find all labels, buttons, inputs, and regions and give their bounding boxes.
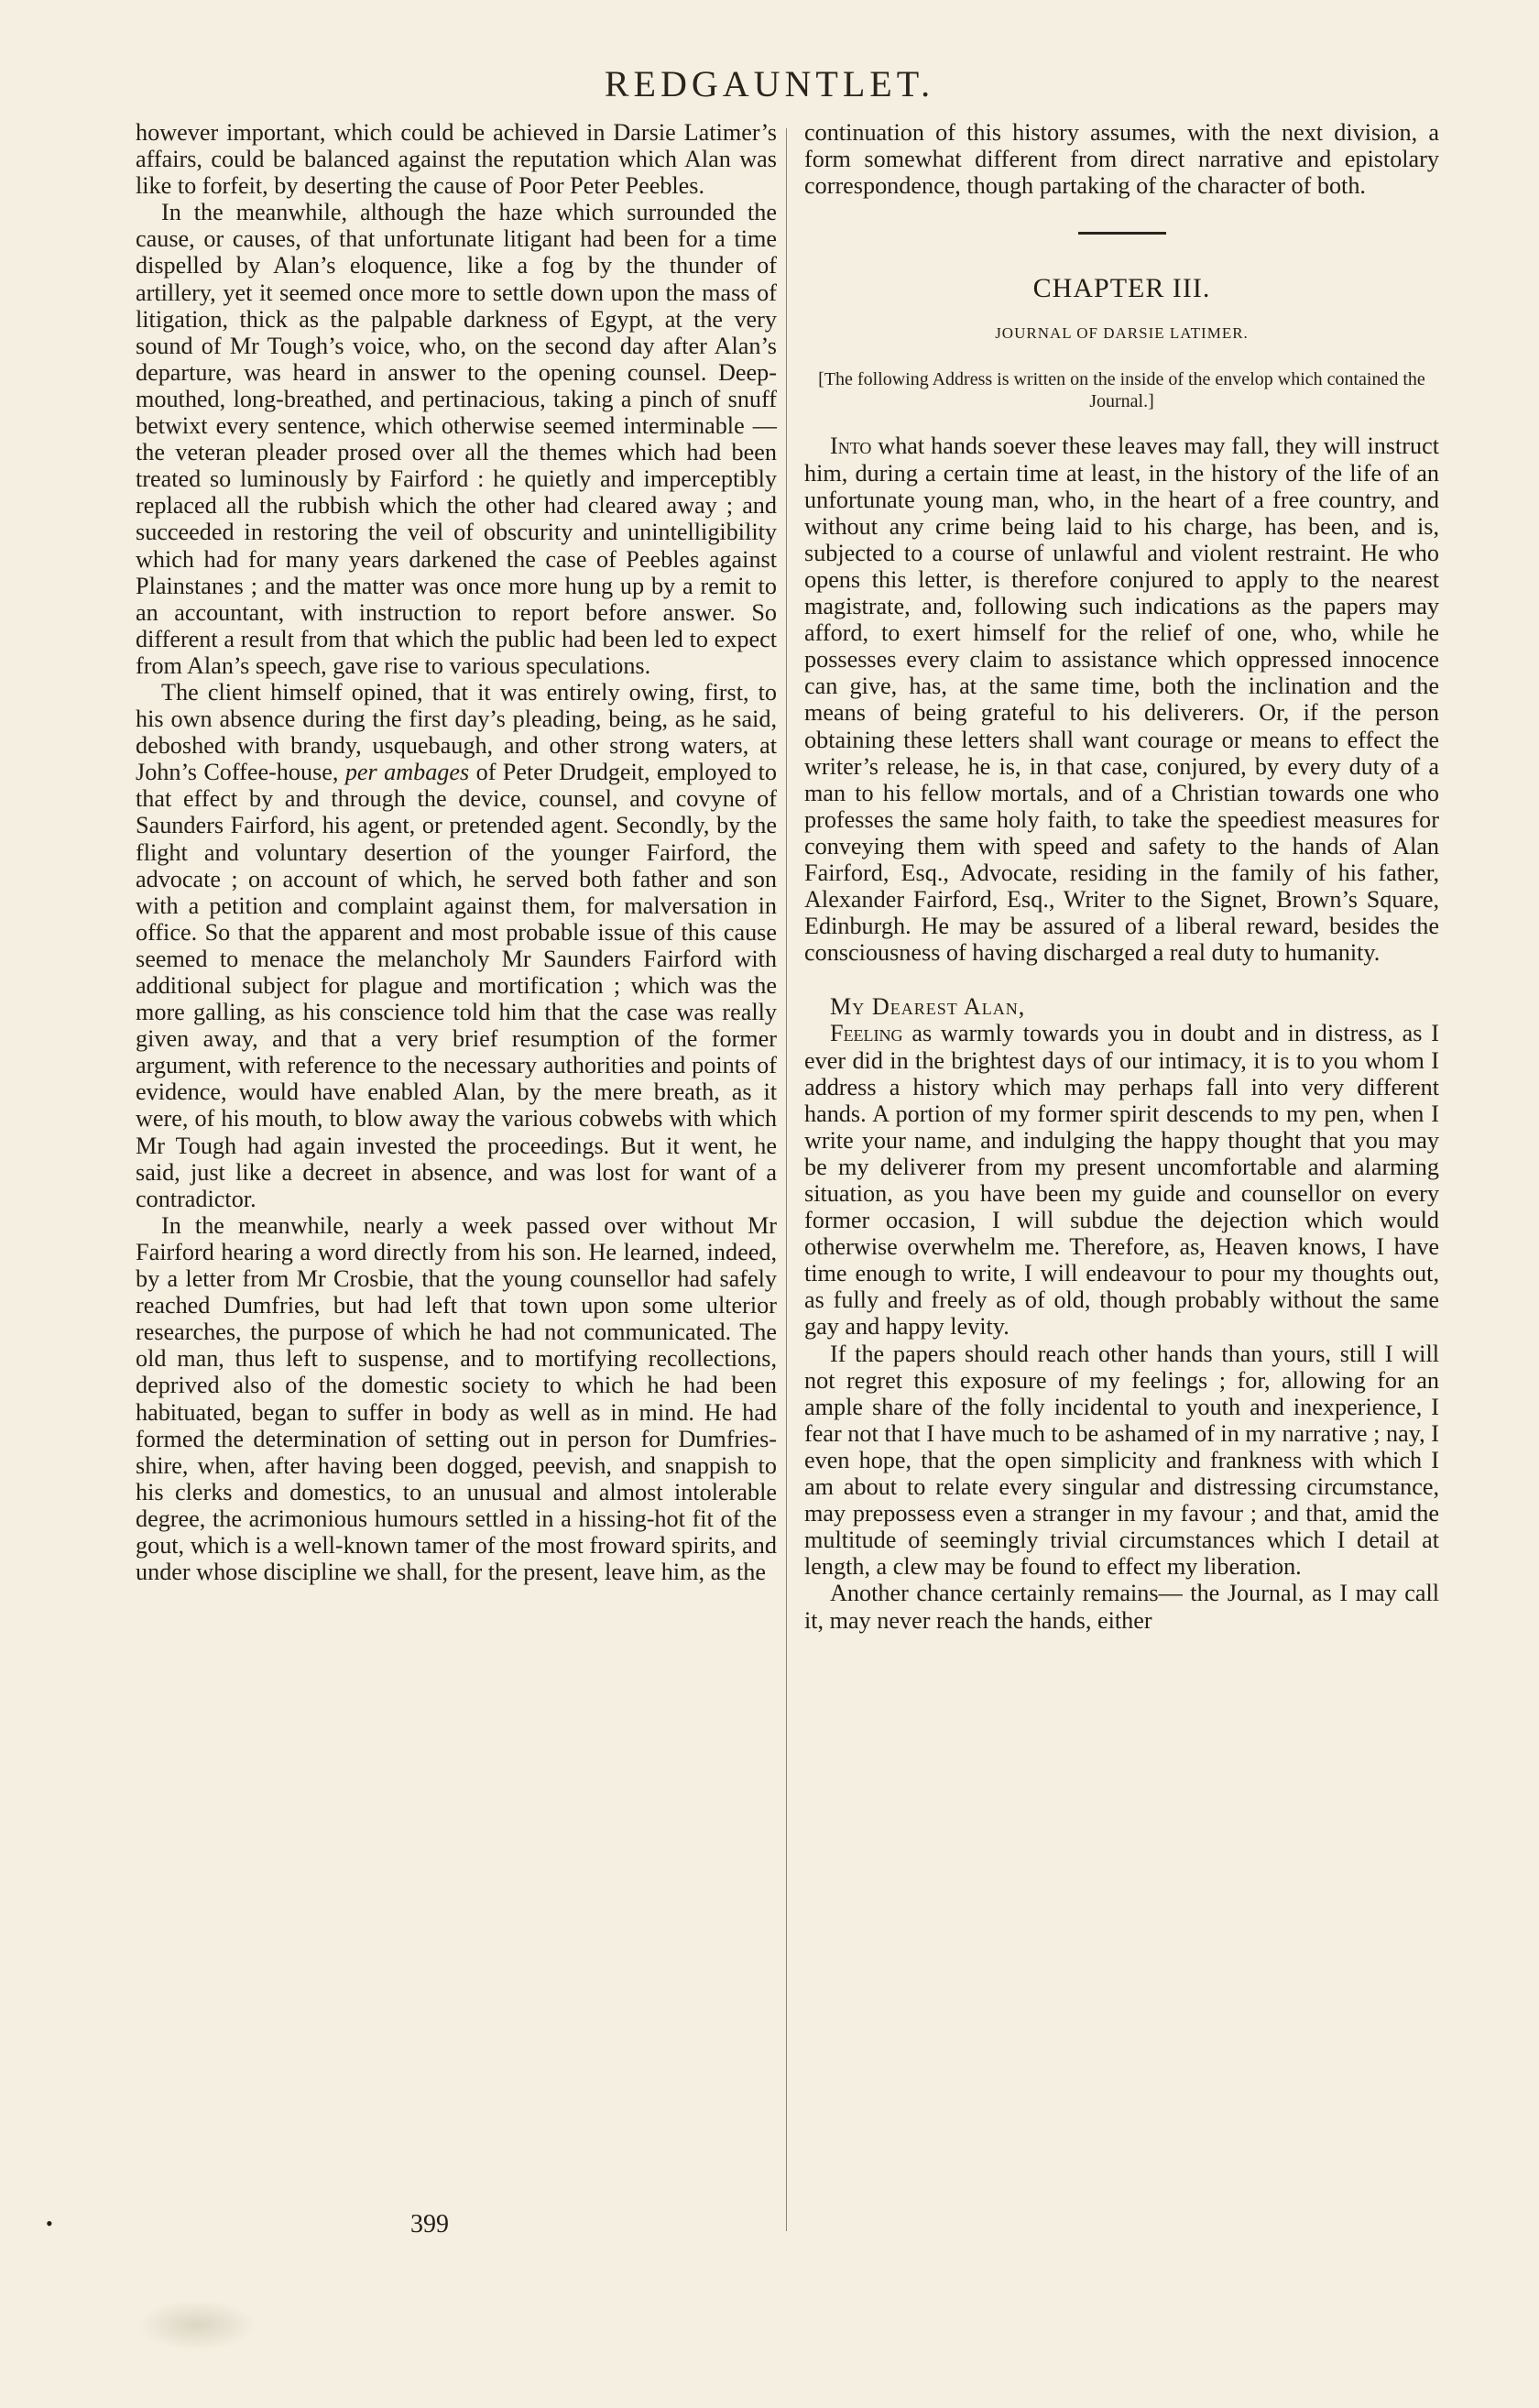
letter-paragraph: Another chance certainly remains— the Journal, as I may call it, may never reach the hands, either xyxy=(804,1580,1439,1634)
address-paragraph xyxy=(804,432,1439,966)
section-rule xyxy=(1078,232,1166,235)
letter-paragraph xyxy=(804,1020,1439,1340)
column-divider xyxy=(786,128,787,2231)
lead-word: Into xyxy=(830,432,872,460)
left-paragraph: In the meanwhile, nearly a week passed over without Mr Fairford hearing a word directly from his son. He learned, indeed, by a letter from Mr Crosbie, that the young counsellor had safely reached Dumfries, but had left that town upon some ulterior researches, the purpose of which he had not communicated. The old man, thus left to suspense, and to mortifying recollections, deprived also of the domestic society to which he had been habituated, began to suffer in body as well as in mind. He had formed the determination of setting out in person for Dumfries-shire, when, after having been dogged, peevish, and snappish to his clerks and domestics, to an unusual and almost intolerable degree, the acrimonious humours settled in a hissing-hot fit of the gout, which is a well-known tamer of the most froward spirits, and under whose discipline we shall, for the present, leave him, as the xyxy=(136,1211,777,1586)
text-run: The client himself opined, that it was entirely owing, first, to his own absence during the first day’s pleading, being, as he said, deboshed with brandy, usquebaugh, and other strong waters, at John’s Coffee-house, xyxy=(136,678,777,786)
left-column xyxy=(136,119,777,1585)
running-header: REDGAUNTLET. xyxy=(604,63,935,104)
letter-paragraph: If the papers should reach other hands than yours, still I will not regret this exposure of my feelings ; for, allowing for an ample share of the folly incidental to youth and inexperience, I fear not that I have much to be ashamed of in my narrative ; nay, I even hope, that the open simplicity and frankness with which I am about to relate every singular and distressing circumstance, may prepossess even a stranger in my favour ; and that, amid the multitude of seemingly trivial circumstances which I detail at length, a clew may be found to effect my liberation. xyxy=(804,1340,1439,1581)
left-paragraph: In the meanwhile, although the haze which surrounded the cause, or causes, of that unfortunate litigant had been for a time dispelled by Alan’s eloquence, like a fog by the thunder of artillery, yet it seemed once more to settle down upon the mass of litigation, thick as the palpable darkness of Egypt, at the very sound of Mr Tough’s voice, who, on the second day after Alan’s departure, was heard in answer to the opening counsel. Deep-mouthed, long-breathed, and pertinacious, taking a pinch of snuff betwixt every sentence, which otherwise seemed interminable — the veteran pleader prosed over all the themes which had been treated so luminously by Fairford : he quietly and imperceptibly replaced all the rubbish which the other had cleared away ; and succeeded in restoring the veil of obscurity and unintelligibility which had for many years darkened the case of Peebles against Plainstanes ; and the matter was once more hung up by a remit to an accountant, with instruction to report before answer. So different a result from that which the public had been led to expect from Alan’s speech, gave rise to various speculations. xyxy=(136,199,777,679)
letter-salutation: My Dearest Alan, xyxy=(830,993,1026,1021)
lead-word: Feeling xyxy=(830,1020,903,1047)
page-number: 399 xyxy=(410,2210,449,2238)
paper-stain xyxy=(137,2300,256,2350)
chapter-heading: CHAPTER III. xyxy=(1032,273,1211,304)
text-run: what hands soever these leaves may fall, they will instruct him, during a certain time at least, in the history of the life of an unfortunate young man, who, in the heart of a free country, and without any crime being laid to his charge, has been, and is, subjected to a course of unlawful and violent restraint. He who opens this letter, is therefore conjured to apply to the nearest magistrate, and, following such indications as the papers may afford, to exert himself for the relief of one, who, while he possesses every claim to assistance which oppressed innocence can give, has, at the same time, both the inclination and the means of being grateful to his deliverers. Or, if the person obtaining these letters shall want courage or means to effect the writer’s release, he is, in that case, conjured, by every duty of a man to his fellow mortals, and of a Christian towards one who professes the same holy faith, to take the speediest measures for conveying them with speed and safety to the hands of Alan Fairford, Esq., Advocate, residing in the family of his father, Alexander Fairford, Esq., Writer to the Signet, Brown’s Square, Edinburgh. He may be assured of a liberal reward, besides the consciousness of having discharged a real duty to humanity. xyxy=(804,432,1439,967)
chapter-subtitle: JOURNAL OF DARSIE LATIMER. xyxy=(995,324,1249,343)
editorial-note: [The following Address is written on the inside of the envelop which contained the Journal.] xyxy=(818,369,1425,412)
left-paragraph: however important, which could be achieved in Darsie Latimer’s affairs, could be balanced against the reputation which Alan was like to forfeit, by deserting the cause of Poor Peter Peebles. xyxy=(136,119,777,200)
left-paragraph xyxy=(136,679,777,1212)
italic-phrase: per ambages xyxy=(344,759,470,786)
text-run: of Peter Drudgeit, employed to that effect by and through the device, counsel, and covyne of Saunders Fairford, his agent, or pretended agent. Secondly, by the flight and voluntary desertion of the younger Fairford, the advocate ; on account of which, he served both father and son with a petition and complaint against them, for malversation in office. So that the apparent and most probable issue of this cause seemed to menace the melancholy Mr Saunders Fairford with additional subject for plague and mortification ; which was the more galling, as his conscience told him that the case was really given away, and that a very brief resumption of the former argument, with reference to the necessary authorities and points of evidence, would have enabled Alan, by the mere breath, as it were, of his mouth, to blow away the various cobwebs with which Mr Tough had again invested the proceedings. But it went, he said, just like a decreet in absence, and was lost for want of a contradictor. xyxy=(136,759,777,1212)
margin-mark: • xyxy=(46,2212,53,2235)
text-run: as warmly towards you in doubt and in distress, as I ever did in the brightest days of our intimacy, it is to you whom I address a history which may perhaps fall into very different hands. A portion of my former spirit descends to my pen, when I write your name, and indulging the happy thought that you may be my deliverer from my present uncomfortable and alarming situation, as you have been my guide and counsellor on every former occasion, I will subdue the dejection which would otherwise overwhelm me. Therefore, as, Heaven knows, I have time enough to write, I will endeavour to pour my thoughts out, as fully and freely as of old, though probably without the same gay and happy levity. xyxy=(804,1020,1439,1341)
right-paragraph: continuation of this history assumes, with the next division, a form somewhat different from direct narrative and epistolary correspondence, though partaking of the character of both. xyxy=(804,119,1439,200)
right-column xyxy=(804,119,1439,1634)
